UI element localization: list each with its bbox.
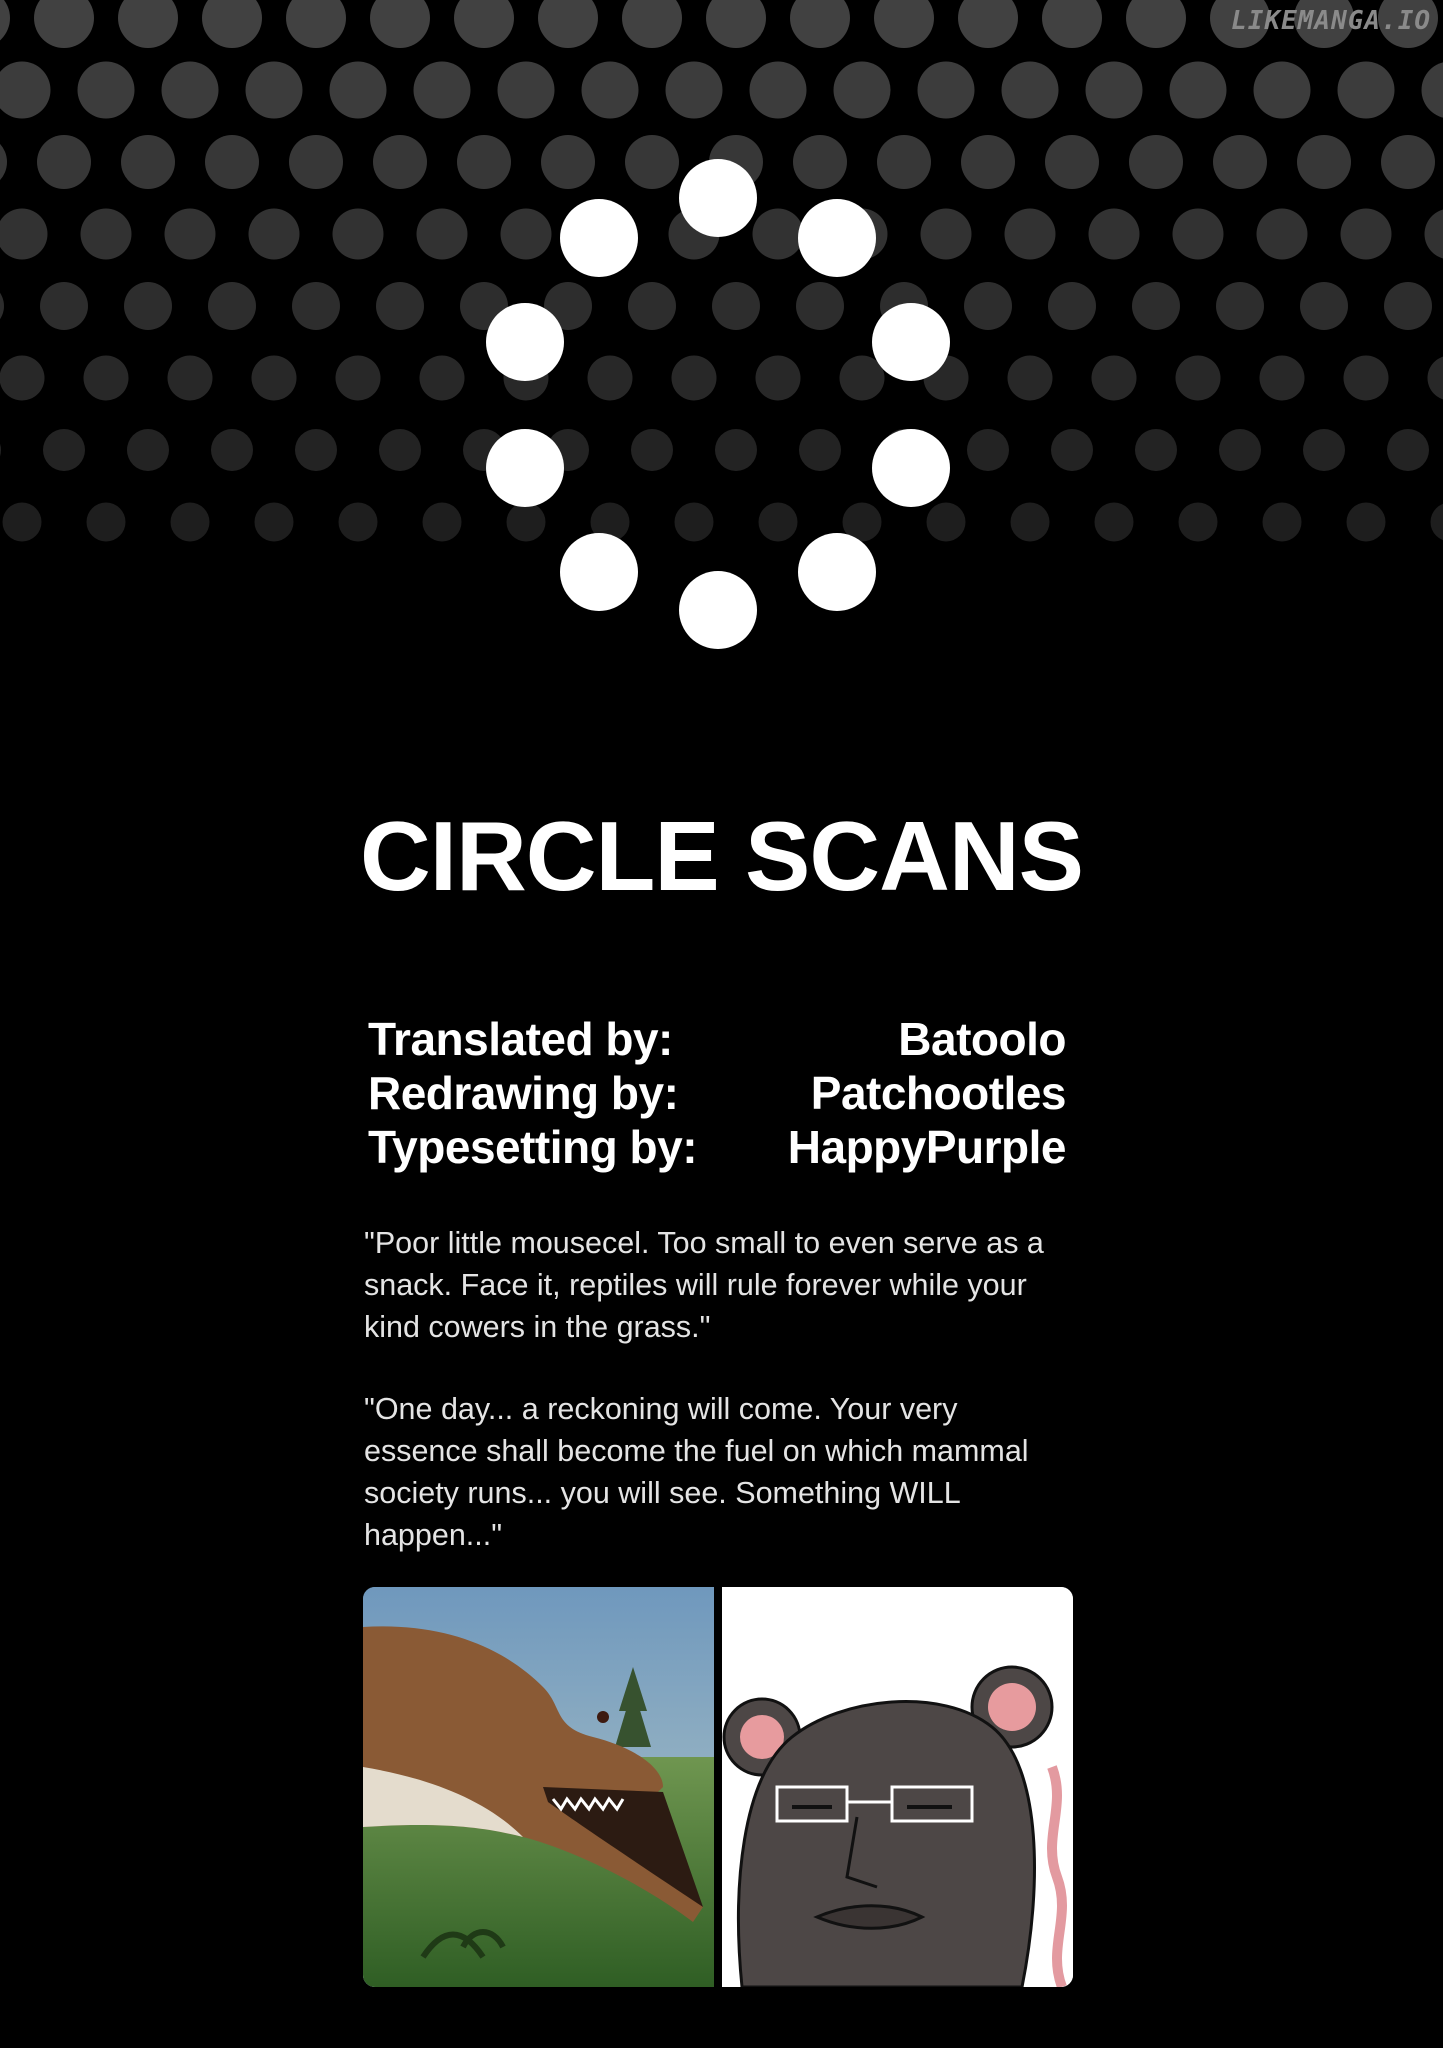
- credit-row-redrawing: [368, 1066, 1066, 1120]
- mouse-drawing-image: [722, 1587, 1073, 1987]
- credit-role: Redrawing by:: [368, 1067, 679, 1119]
- loading-spinner-logo: [474, 150, 954, 670]
- credit-name: Batoolo: [898, 1013, 1066, 1065]
- credit-row-translation: [368, 1012, 1066, 1066]
- watermark: LIKEMANGA.IO: [1231, 6, 1431, 36]
- quote-mammal: "One day... a reckoning will come. Your very essence shall become the fuel on which mammal society runs... you will see. Something WILL happen...": [364, 1392, 1029, 1552]
- credit-role: Translated by:: [368, 1013, 673, 1065]
- meme-image-panels: [363, 1587, 1073, 1987]
- quote-reptile: "Poor little mousecel. Too small to even serve as a snack. Face it, reptiles will rule forever while your kind cowers in the grass.": [364, 1226, 1044, 1344]
- credit-name: HappyPurple: [787, 1121, 1066, 1173]
- credit-name: Patchootles: [810, 1067, 1066, 1119]
- dinosaur-image: [363, 1587, 714, 1987]
- credit-role: Typesetting by:: [368, 1121, 698, 1173]
- credit-row-typesetting: [368, 1120, 1066, 1174]
- group-title: CIRCLE SCANS: [359, 801, 1084, 911]
- credits-list: [368, 1012, 1066, 1174]
